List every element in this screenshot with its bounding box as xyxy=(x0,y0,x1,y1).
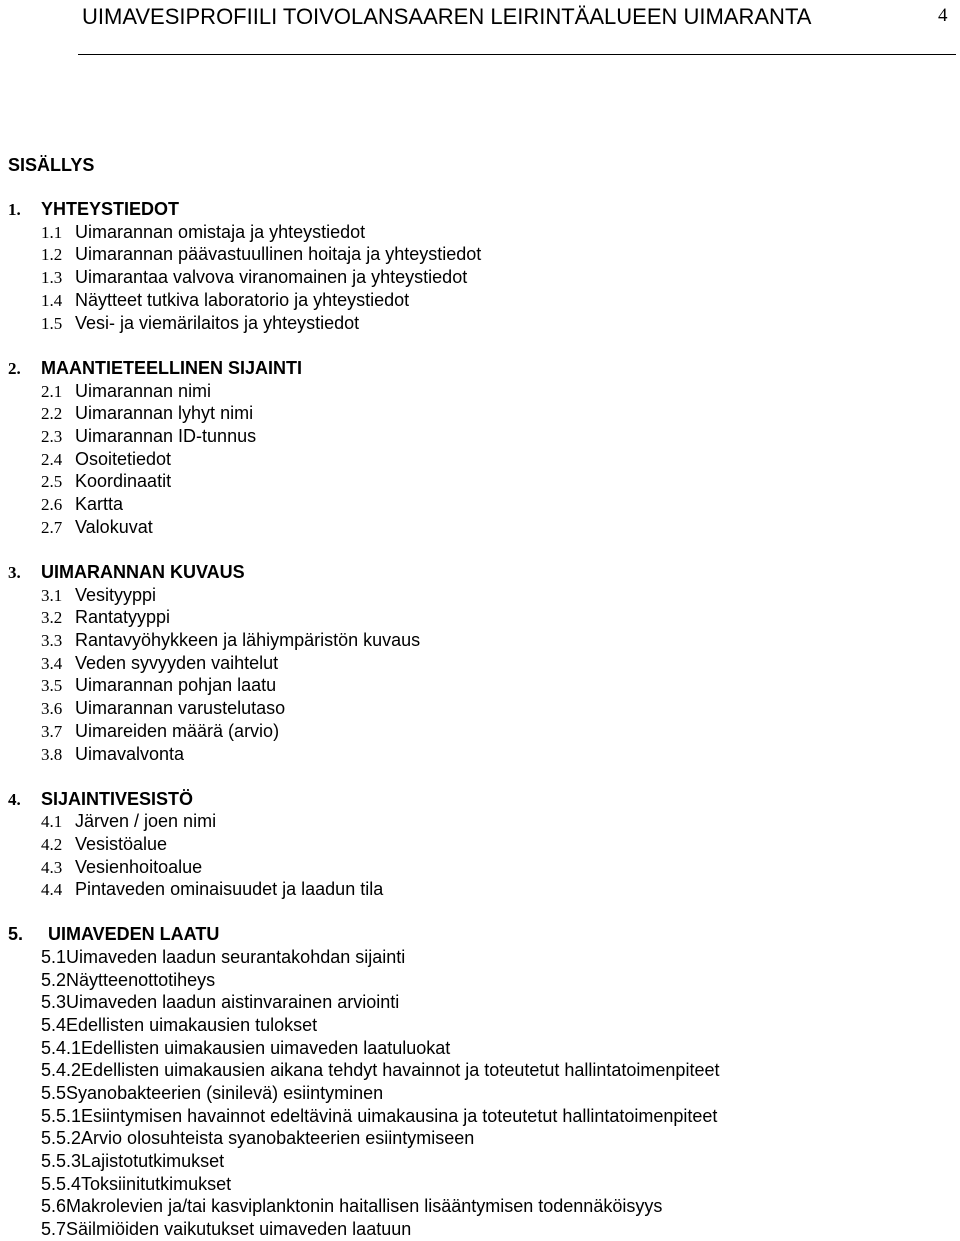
toc-item-number: 3.6 xyxy=(41,699,63,718)
toc-item-title: Toksiinitutkimukset xyxy=(81,1174,232,1194)
toc-item-title: Edellisten uimakausien tulokset xyxy=(66,1015,318,1035)
toc-item-number: 3.3 xyxy=(41,631,63,650)
toc-item-2-6[interactable] xyxy=(8,493,123,516)
toc-item-title: Uimarannan ID-tunnus xyxy=(75,426,257,446)
toc-item-title: Edellisten uimakausien uimaveden laatuluokat xyxy=(81,1038,451,1058)
page-header xyxy=(0,0,960,56)
toc-item-number: 1.5 xyxy=(41,314,63,333)
toc-item-number: 4.1 xyxy=(41,812,63,831)
toc-section-5[interactable] xyxy=(8,923,219,946)
toc-item-3-1[interactable] xyxy=(8,584,156,607)
toc-item-3-4[interactable] xyxy=(8,652,278,675)
toc-section-title: YHTEYSTIEDOT xyxy=(41,199,180,219)
toc-item-number: 5.5 xyxy=(41,1083,67,1103)
toc-item-number: 1.2 xyxy=(41,245,63,264)
toc-item-title: Valokuvat xyxy=(75,517,153,537)
toc-item-number: 5.4.2 xyxy=(41,1060,82,1080)
toc-item-number: 5.5.4 xyxy=(41,1174,82,1194)
toc-item-4-1[interactable] xyxy=(8,810,216,833)
toc-item-title: Veden syvyyden vaihtelut xyxy=(75,653,279,673)
header-divider xyxy=(78,54,956,55)
toc-item-1-2[interactable] xyxy=(8,243,481,266)
toc-item-title: Uimarannan varustelutaso xyxy=(75,698,286,718)
toc-item-number: 5.5.3 xyxy=(41,1151,82,1171)
toc-item-title: Uimarannan pohjan laatu xyxy=(75,675,277,695)
toc-item-number: 2.6 xyxy=(41,495,63,514)
toc-item-2-2[interactable] xyxy=(8,402,253,425)
toc-item-title: Uimaveden laadun aistinvarainen arviointi xyxy=(66,992,400,1012)
toc-item-number: 5.6 xyxy=(41,1196,67,1216)
toc-item-title: Säilmiöiden vaikutukset uimaveden laatuun xyxy=(66,1219,412,1239)
toc-item-title: Uimarannan omistaja ja yhteystiedot xyxy=(75,222,366,242)
toc-item-title: Uimavalvonta xyxy=(75,744,185,764)
toc-item-5-5-2[interactable] xyxy=(8,1127,474,1150)
toc-section-number: 4. xyxy=(8,790,21,809)
toc-item-number: 5.1 xyxy=(41,947,67,967)
toc-item-1-1[interactable] xyxy=(8,221,365,244)
toc-item-4-3[interactable] xyxy=(8,856,202,879)
toc-item-number: 5.4 xyxy=(41,1015,67,1035)
toc-section-title: UIMARANNAN KUVAUS xyxy=(41,562,245,582)
toc-item-number: 3.1 xyxy=(41,586,63,605)
toc-item-title: Järven / joen nimi xyxy=(75,811,217,831)
toc-item-2-7[interactable] xyxy=(8,516,153,539)
toc-item-number: 1.3 xyxy=(41,268,63,287)
toc-item-2-3[interactable] xyxy=(8,425,256,448)
toc-item-number: 5.5.1 xyxy=(41,1106,82,1126)
toc-section-title: UIMAVEDEN LAATU xyxy=(48,924,220,944)
toc-item-title: Vesistöalue xyxy=(75,834,168,854)
toc-item-number: 5.4.1 xyxy=(41,1038,82,1058)
toc-section-title: SIJAINTIVESISTÖ xyxy=(41,789,194,809)
toc-item-title: Vesityyppi xyxy=(75,585,157,605)
toc-item-number: 4.3 xyxy=(41,858,63,877)
toc-item-number: 2.7 xyxy=(41,518,63,537)
toc-item-3-5[interactable] xyxy=(8,674,276,697)
toc-item-title: Makrolevien ja/tai kasviplanktonin haitallisen lisääntymisen todennäköisyys xyxy=(66,1196,663,1216)
toc-item-title: Syanobakteerien (sinilevä) esiintyminen xyxy=(66,1083,384,1103)
toc-item-number: 2.3 xyxy=(41,427,63,446)
toc-item-title: Uimaveden laadun seurantakohdan sijainti xyxy=(66,947,406,967)
toc-item-title: Arvio olosuhteista syanobakteerien esiintymiseen xyxy=(81,1128,475,1148)
toc-item-number: 1.4 xyxy=(41,291,63,310)
toc-item-2-5[interactable] xyxy=(8,470,171,493)
toc-item-4-2[interactable] xyxy=(8,833,167,856)
toc-item-title: Uimareiden määrä (arvio) xyxy=(75,721,280,741)
toc-item-3-3[interactable] xyxy=(8,629,420,652)
toc-item-5-4-1[interactable] xyxy=(8,1037,450,1060)
toc-item-number: 5.2 xyxy=(41,970,67,990)
toc-item-1-5[interactable] xyxy=(8,312,359,335)
toc-item-number: 2.4 xyxy=(41,450,63,469)
toc-item-5-5-1[interactable] xyxy=(8,1105,717,1128)
toc-section-1[interactable] xyxy=(8,198,179,221)
toc-item-number: 3.8 xyxy=(41,745,63,764)
toc-item-title: Kartta xyxy=(75,494,124,514)
document-title: UIMAVESIPROFIILI TOIVOLANSAAREN LEIRINTÄALUEEN UIMARANTA xyxy=(82,4,812,29)
toc-item-5-5-3[interactable] xyxy=(8,1150,224,1173)
toc-section-4[interactable] xyxy=(8,788,193,811)
toc-item-1-4[interactable] xyxy=(8,289,409,312)
toc-item-number: 5.5.2 xyxy=(41,1128,82,1148)
toc-item-number: 1.1 xyxy=(41,223,63,242)
toc-item-number: 4.4 xyxy=(41,880,63,899)
toc-item-3-8[interactable] xyxy=(8,743,184,766)
toc-item-2-4[interactable] xyxy=(8,448,171,471)
toc-section-number: 1. xyxy=(8,200,21,219)
toc-item-title: Pintaveden ominaisuudet ja laadun tila xyxy=(75,879,384,899)
toc-item-title: Uimarannan lyhyt nimi xyxy=(75,403,254,423)
toc-item-3-7[interactable] xyxy=(8,720,279,743)
toc-item-title: Edellisten uimakausien aikana tehdyt havainnot ja toteutetut hallintatoimenpiteet xyxy=(81,1060,720,1080)
toc-item-2-1[interactable] xyxy=(8,380,211,403)
toc-section-number: 2. xyxy=(8,359,21,378)
toc-item-number: 5.7 xyxy=(41,1219,67,1239)
toc-item-title: Rantatyyppi xyxy=(75,607,171,627)
toc-item-5-4[interactable] xyxy=(8,1014,317,1037)
toc-section-number: 3. xyxy=(8,563,21,582)
toc-item-number: 5.3 xyxy=(41,992,67,1012)
toc-item-5-5-4[interactable] xyxy=(8,1173,231,1196)
toc-item-number: 4.2 xyxy=(41,835,63,854)
toc-section-title: MAANTIETEELLINEN SIJAINTI xyxy=(41,358,303,378)
toc-section-3[interactable] xyxy=(8,561,245,584)
toc-item-number: 2.5 xyxy=(41,472,63,491)
toc-item-title: Uimarannan nimi xyxy=(75,381,212,401)
toc-item-5-3[interactable] xyxy=(8,991,399,1014)
toc-item-number: 2.2 xyxy=(41,404,63,423)
toc-item-title: Rantavyöhykkeen ja lähiympäristön kuvaus xyxy=(75,630,421,650)
toc-item-3-6[interactable] xyxy=(8,697,285,720)
toc-item-5-2[interactable] xyxy=(8,969,215,992)
toc-item-5-5[interactable] xyxy=(8,1082,383,1105)
toc-item-title: Lajistotutkimukset xyxy=(81,1151,225,1171)
toc-item-number: 3.2 xyxy=(41,608,63,627)
toc-item-title: Uimarannan päävastuullinen hoitaja ja yhteystiedot xyxy=(75,244,482,264)
toc-section-2[interactable] xyxy=(8,357,302,380)
toc-item-title: Osoitetiedot xyxy=(75,449,172,469)
toc-item-title: Vesienhoitoalue xyxy=(75,857,203,877)
toc-item-5-1[interactable] xyxy=(8,946,405,969)
toc-item-5-7[interactable] xyxy=(8,1218,411,1241)
toc-item-3-2[interactable] xyxy=(8,606,170,629)
toc-item-1-3[interactable] xyxy=(8,266,467,289)
toc-item-number: 3.4 xyxy=(41,654,63,673)
toc-item-title: Näytteet tutkiva laboratorio ja yhteystiedot xyxy=(75,290,410,310)
toc-heading: SISÄLLYS xyxy=(8,155,95,175)
toc-item-number: 2.1 xyxy=(41,382,63,401)
toc-section-number: 5. xyxy=(8,924,24,944)
toc-item-number: 3.7 xyxy=(41,722,63,741)
toc-item-title: Koordinaatit xyxy=(75,471,172,491)
toc-item-5-6[interactable] xyxy=(8,1195,662,1218)
toc-item-5-4-2[interactable] xyxy=(8,1059,719,1082)
toc-item-4-4[interactable] xyxy=(8,878,383,901)
toc-item-title: Esiintymisen havainnot edeltävinä uimakausina ja toteutetut hallintatoimenpiteet xyxy=(81,1106,718,1126)
toc-item-number: 3.5 xyxy=(41,676,63,695)
toc-item-title: Vesi- ja viemärilaitos ja yhteystiedot xyxy=(75,313,360,333)
toc-item-title: Näytteenottotiheys xyxy=(66,970,216,990)
page-number: 4 xyxy=(938,5,948,26)
toc-item-title: Uimarantaa valvova viranomainen ja yhteystiedot xyxy=(75,267,468,287)
